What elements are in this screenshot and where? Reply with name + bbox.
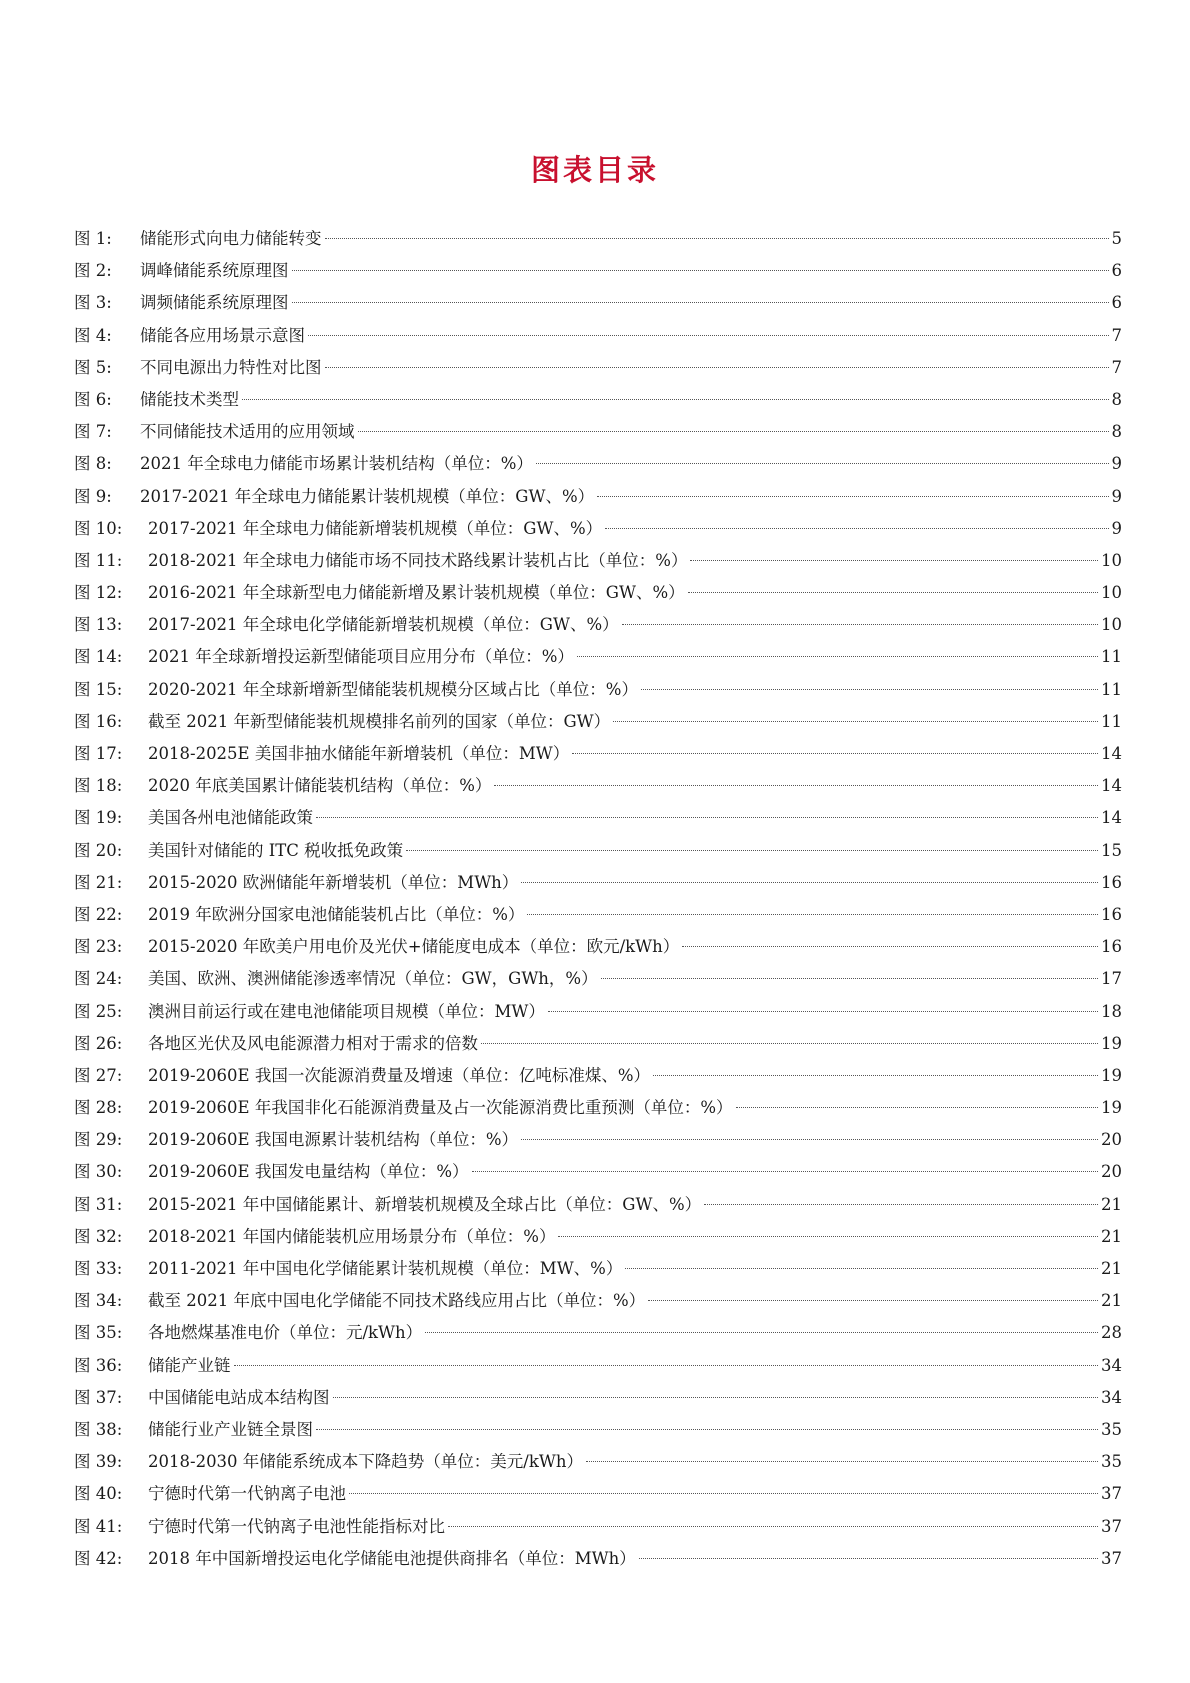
figure-caption-link[interactable]: 储能行业产业链全景图 (148, 1419, 313, 1439)
page-number[interactable]: 16 (1101, 872, 1122, 892)
page-number[interactable]: 14 (1101, 744, 1122, 763)
dot-leader (688, 592, 1098, 593)
figure-caption-link[interactable]: 2019-2060E 我国一次能源消费量及增速（单位：亿吨标准煤、%） (148, 1065, 651, 1085)
dot-leader (704, 1204, 1098, 1205)
page-number[interactable]: 18 (1101, 1001, 1122, 1021)
dot-leader (242, 399, 1109, 400)
dot-leader (234, 1365, 1099, 1366)
figure-caption-link[interactable]: 2015-2020 欧洲储能年新增装机（单位：MWh） (148, 872, 519, 892)
figure-number: 图 18: (74, 776, 123, 796)
figure-number: 图 9: (74, 486, 112, 506)
figure-caption-link[interactable]: 各地区光伏及风电能源潜力相对于需求的倍数 (148, 1033, 478, 1053)
figure-list-item[interactable] (74, 609, 1122, 641)
figure-list-item[interactable] (74, 384, 1122, 416)
figure-number: 图 25: (74, 1001, 123, 1021)
page-number[interactable]: 10 (1101, 615, 1122, 635)
figure-number: 图 15: (74, 679, 123, 699)
dot-leader (425, 1332, 1098, 1333)
dot-leader (481, 1043, 1098, 1044)
page-number[interactable]: 11 (1101, 711, 1122, 731)
page-number[interactable]: 9 (1111, 486, 1122, 506)
figure-list-item[interactable] (74, 577, 1122, 609)
figure-caption-link[interactable]: 2019-2060E 年我国非化石能源消费量及占一次能源消费比重预测（单位：%） (148, 1098, 733, 1118)
figure-number: 图 22: (74, 904, 123, 924)
figure-caption-link[interactable]: 2017-2021 年全球电化学储能新增装机规模（单位：GW、%） (148, 615, 619, 635)
page-number[interactable]: 6 (1111, 293, 1122, 313)
page-number[interactable]: 14 (1101, 776, 1122, 796)
figure-caption-link[interactable]: 2016-2021 年全球新型电力储能新增及累计装机规模（单位：GW、%） (148, 583, 685, 603)
figure-list-item[interactable] (74, 706, 1122, 738)
figure-number: 图 35: (74, 1323, 123, 1343)
page-title: 图表目录 (530, 153, 659, 187)
figure-caption-link[interactable]: 2015-2021 年中国储能累计、新增装机规模及全球占比（单位：GW、%） (148, 1194, 702, 1214)
figure-caption-link[interactable]: 2018-2021 年全球电力储能市场不同技术路线累计装机占比（单位：%） (148, 550, 688, 570)
dot-leader (333, 1397, 1099, 1398)
page-number[interactable]: 16 (1101, 937, 1122, 957)
page-number[interactable]: 6 (1111, 261, 1122, 281)
figure-list-item[interactable] (74, 416, 1122, 448)
dot-leader (572, 753, 1098, 754)
page-number[interactable]: 16 (1101, 904, 1122, 924)
figure-caption-link[interactable]: 澳洲目前运行或在建电池储能项目规模（单位：MW） (148, 1001, 545, 1021)
figure-caption-link[interactable]: 宁德时代第一代钠离子电池 (148, 1484, 346, 1504)
figure-caption-link[interactable]: 2011-2021 年中国电化学储能累计装机规模（单位：MW、%） (148, 1259, 623, 1278)
figure-list-item[interactable] (74, 899, 1122, 931)
page-number[interactable]: 34 (1101, 1355, 1122, 1375)
figure-list-item[interactable] (74, 287, 1122, 319)
figure-list-item[interactable] (74, 1092, 1122, 1124)
dot-leader (648, 1300, 1098, 1301)
page-number[interactable]: 37 (1101, 1548, 1122, 1568)
figure-number: 图 4: (74, 325, 112, 345)
figure-number: 图 37: (74, 1387, 123, 1407)
figure-number: 图 19: (74, 808, 123, 828)
page-number[interactable]: 17 (1101, 969, 1122, 989)
page-number[interactable]: 11 (1101, 647, 1122, 667)
figure-list-item[interactable] (74, 448, 1122, 480)
figure-number: 图 41: (74, 1516, 123, 1536)
figure-caption-link[interactable]: 2019-2060E 我国发电量结构（单位：%） (148, 1162, 469, 1182)
dot-leader (601, 978, 1098, 979)
figure-list-item[interactable] (74, 513, 1122, 545)
figure-list-item[interactable] (74, 674, 1122, 706)
figure-list-item[interactable] (74, 1382, 1122, 1414)
figure-list-item[interactable] (74, 802, 1122, 834)
dot-leader (308, 335, 1109, 336)
dot-leader (292, 302, 1109, 303)
dot-leader (653, 1075, 1098, 1076)
figure-number: 图 10: (74, 518, 123, 538)
figure-list (74, 223, 1122, 1575)
figure-list-item[interactable] (74, 931, 1122, 963)
figure-number: 图 27: (74, 1065, 123, 1085)
page-number[interactable]: 28 (1101, 1323, 1122, 1343)
figure-list-item[interactable] (74, 1511, 1122, 1543)
page-number[interactable]: 8 (1111, 422, 1122, 442)
figure-caption-link[interactable]: 2017-2021 年全球电力储能新增装机规模（单位：GW、%） (148, 518, 603, 538)
page-number[interactable]: 11 (1101, 679, 1122, 699)
dot-leader (605, 528, 1108, 529)
page-number[interactable]: 21 (1101, 1259, 1122, 1278)
dot-leader (325, 238, 1109, 239)
figure-list-item[interactable] (74, 255, 1122, 287)
figure-number: 图 21: (74, 872, 123, 892)
page-number[interactable]: 5 (1111, 229, 1122, 248)
figure-number: 图 30: (74, 1162, 123, 1182)
dot-leader (690, 560, 1098, 561)
dot-leader (682, 946, 1098, 947)
figure-list-item[interactable] (74, 352, 1122, 384)
figure-number: 图 40: (74, 1484, 123, 1504)
figure-caption-link[interactable]: 2017-2021 年全球电力储能累计装机规模（单位：GW、%） (140, 486, 595, 506)
dot-leader (349, 1493, 1098, 1494)
figure-number: 图 29: (74, 1130, 123, 1150)
page-number[interactable]: 7 (1111, 325, 1122, 345)
figure-caption-link[interactable]: 2020 年底美国累计储能装机结构（单位：%） (148, 776, 492, 796)
figure-caption-link[interactable]: 不同电源出力特性对比图 (140, 357, 322, 377)
figure-caption-link[interactable]: 美国针对储能的 ITC 税收抵免政策 (148, 840, 404, 860)
page-number[interactable]: 9 (1111, 518, 1122, 538)
figure-number: 图 8: (74, 454, 112, 474)
page-number[interactable]: 37 (1101, 1484, 1122, 1504)
page-number[interactable]: 15 (1101, 840, 1122, 860)
dot-leader (641, 689, 1098, 690)
dot-leader (494, 785, 1098, 786)
dot-leader (577, 656, 1098, 657)
figure-list-item[interactable] (74, 963, 1122, 995)
figure-list-item[interactable] (74, 1028, 1122, 1060)
figure-number: 图 13: (74, 615, 123, 635)
figure-list-item[interactable] (74, 996, 1122, 1028)
figure-number: 图 16: (74, 711, 123, 731)
figure-list-item[interactable] (74, 738, 1122, 770)
dot-leader (597, 496, 1108, 497)
figure-number: 图 32: (74, 1226, 123, 1246)
figure-list-item[interactable] (74, 1253, 1122, 1285)
figure-caption-link[interactable]: 截至 2021 年底中国电化学储能不同技术路线应用占比（单位：%） (148, 1291, 646, 1311)
figure-number: 图 39: (74, 1452, 123, 1472)
page-number[interactable]: 21 (1101, 1226, 1122, 1246)
figure-list-item[interactable] (74, 481, 1122, 513)
figure-list-item[interactable] (74, 1350, 1122, 1382)
page-number[interactable]: 19 (1101, 1098, 1122, 1118)
figure-caption-link[interactable]: 2019-2060E 我国电源累计装机结构（单位：%） (148, 1130, 519, 1150)
dot-leader (448, 1526, 1098, 1527)
figure-caption-link[interactable]: 2021 年全球电力储能市场累计装机结构（单位：%） (140, 454, 533, 474)
figure-number: 图 28: (74, 1098, 123, 1118)
figure-number: 图 5: (74, 357, 112, 377)
figure-caption-link[interactable]: 储能产业链 (148, 1355, 231, 1375)
page-number[interactable]: 35 (1101, 1452, 1122, 1472)
figure-list-item[interactable] (74, 1156, 1122, 1188)
figure-list-item[interactable] (74, 835, 1122, 867)
figure-list-item[interactable] (74, 1317, 1122, 1349)
dot-leader (406, 850, 1098, 851)
dot-leader (527, 914, 1098, 915)
figure-number: 图 3: (74, 293, 112, 313)
dot-leader (316, 1429, 1098, 1430)
figure-caption-link[interactable]: 不同储能技术适用的应用领域 (140, 422, 355, 442)
figure-list-item[interactable] (74, 867, 1122, 899)
figure-number: 图 23: (74, 937, 123, 957)
figure-number: 图 38: (74, 1419, 123, 1439)
dot-leader (536, 463, 1109, 464)
figure-caption-link[interactable]: 2018-2025E 美国非抽水储能年新增装机（单位：MW） (148, 744, 570, 763)
figure-caption-link[interactable]: 储能技术类型 (140, 389, 239, 409)
figure-list-item[interactable] (74, 1060, 1122, 1092)
page-number[interactable]: 34 (1101, 1387, 1122, 1407)
figure-number: 图 11: (74, 550, 123, 570)
page-number[interactable]: 8 (1111, 389, 1122, 409)
figure-caption-link[interactable]: 调频储能系统原理图 (140, 293, 289, 313)
page-number[interactable]: 14 (1101, 808, 1122, 828)
figure-number: 图 7: (74, 422, 112, 442)
figure-list-item[interactable] (74, 1221, 1122, 1253)
figure-caption-link[interactable]: 储能形式向电力储能转变 (140, 229, 322, 248)
figure-list-item[interactable] (74, 545, 1122, 577)
figure-caption-link[interactable]: 2015-2020 年欧美户用电价及光伏+储能度电成本（单位：欧元/kWh） (148, 937, 680, 957)
figure-list-item[interactable] (74, 1124, 1122, 1156)
figure-number: 图 33: (74, 1259, 123, 1278)
figure-list-item[interactable] (74, 1543, 1122, 1575)
dot-leader (316, 817, 1098, 818)
page-number[interactable]: 20 (1101, 1130, 1122, 1150)
dot-leader (622, 624, 1098, 625)
figure-number: 图 2: (74, 261, 112, 281)
dot-leader (292, 270, 1109, 271)
figure-number: 图 14: (74, 647, 123, 667)
figure-caption-link[interactable]: 截至 2021 年新型储能装机规模排名前列的国家（单位：GW） (148, 711, 611, 731)
dot-leader (521, 1139, 1098, 1140)
figure-caption-link[interactable]: 储能各应用场景示意图 (140, 325, 305, 345)
figure-number: 图 24: (74, 969, 123, 989)
figure-number: 图 6: (74, 389, 112, 409)
figure-number: 图 26: (74, 1033, 123, 1053)
dot-leader (325, 367, 1109, 368)
figure-list-item[interactable] (74, 1478, 1122, 1510)
figure-caption-link[interactable]: 中国储能电站成本结构图 (148, 1387, 330, 1407)
page-number[interactable]: 10 (1101, 550, 1122, 570)
figure-number: 图 12: (74, 583, 123, 603)
figure-caption-link[interactable]: 调峰储能系统原理图 (140, 261, 289, 281)
figure-caption-link[interactable]: 美国各州电池储能政策 (148, 808, 313, 828)
dot-leader (521, 882, 1098, 883)
figure-number: 图 20: (74, 840, 123, 860)
figure-list-item[interactable] (74, 1446, 1122, 1478)
figure-list-item[interactable] (74, 1189, 1122, 1221)
page-number[interactable]: 37 (1101, 1516, 1122, 1536)
page-number[interactable]: 21 (1101, 1291, 1122, 1311)
figure-caption-link[interactable]: 2021 年全球新增投运新型储能项目应用分布（单位：%） (148, 647, 574, 667)
figure-number: 图 36: (74, 1355, 123, 1375)
page-number[interactable]: 20 (1101, 1162, 1122, 1182)
dot-leader (625, 1268, 1098, 1269)
figure-list-item[interactable] (74, 320, 1122, 352)
dot-leader (558, 1236, 1098, 1237)
figure-caption-link[interactable]: 2020-2021 年全球新增新型储能装机规模分区域占比（单位：%） (148, 679, 638, 699)
figure-caption-link[interactable]: 2018-2030 年储能系统成本下降趋势（单位：美元/kWh） (148, 1452, 583, 1472)
page-number[interactable]: 10 (1101, 583, 1122, 603)
figure-number: 图 17: (74, 744, 123, 763)
figure-caption-link[interactable]: 2018 年中国新增投运电化学储能电池提供商排名（单位：MWh） (148, 1548, 636, 1568)
figure-caption-link[interactable]: 宁德时代第一代钠离子电池性能指标对比 (148, 1516, 445, 1536)
figure-caption-link[interactable]: 美国、欧洲、澳洲储能渗透率情况（单位：GW，GWh，%） (148, 969, 598, 989)
dot-leader (472, 1171, 1098, 1172)
dot-leader (548, 1011, 1098, 1012)
page-number[interactable]: 9 (1111, 454, 1122, 474)
figure-number: 图 34: (74, 1291, 123, 1311)
figure-list-item[interactable] (74, 1285, 1122, 1317)
page-number[interactable]: 19 (1101, 1065, 1122, 1085)
figure-list-item[interactable] (74, 1414, 1122, 1446)
dot-leader (736, 1107, 1098, 1108)
figure-caption-link[interactable]: 2019 年欧洲分国家电池储能装机占比（单位：%） (148, 904, 525, 924)
figure-number: 图 1: (74, 229, 112, 248)
page-number[interactable]: 35 (1101, 1419, 1122, 1439)
page-number[interactable]: 7 (1111, 357, 1122, 377)
figure-caption-link[interactable]: 2018-2021 年国内储能装机应用场景分布（单位：%） (148, 1226, 556, 1246)
dot-leader (358, 431, 1109, 432)
dot-leader (613, 721, 1098, 722)
dot-leader (586, 1461, 1098, 1462)
dot-leader (639, 1558, 1098, 1559)
figure-number: 图 31: (74, 1194, 123, 1214)
page-number[interactable]: 21 (1101, 1194, 1122, 1214)
figure-list-item[interactable] (74, 223, 1122, 255)
figure-caption-link[interactable]: 各地燃煤基准电价（单位：元/kWh） (148, 1323, 423, 1343)
figure-number: 图 42: (74, 1548, 123, 1568)
figure-list-item[interactable] (74, 770, 1122, 802)
page-number[interactable]: 19 (1101, 1033, 1122, 1053)
figure-list-item[interactable] (74, 641, 1122, 673)
